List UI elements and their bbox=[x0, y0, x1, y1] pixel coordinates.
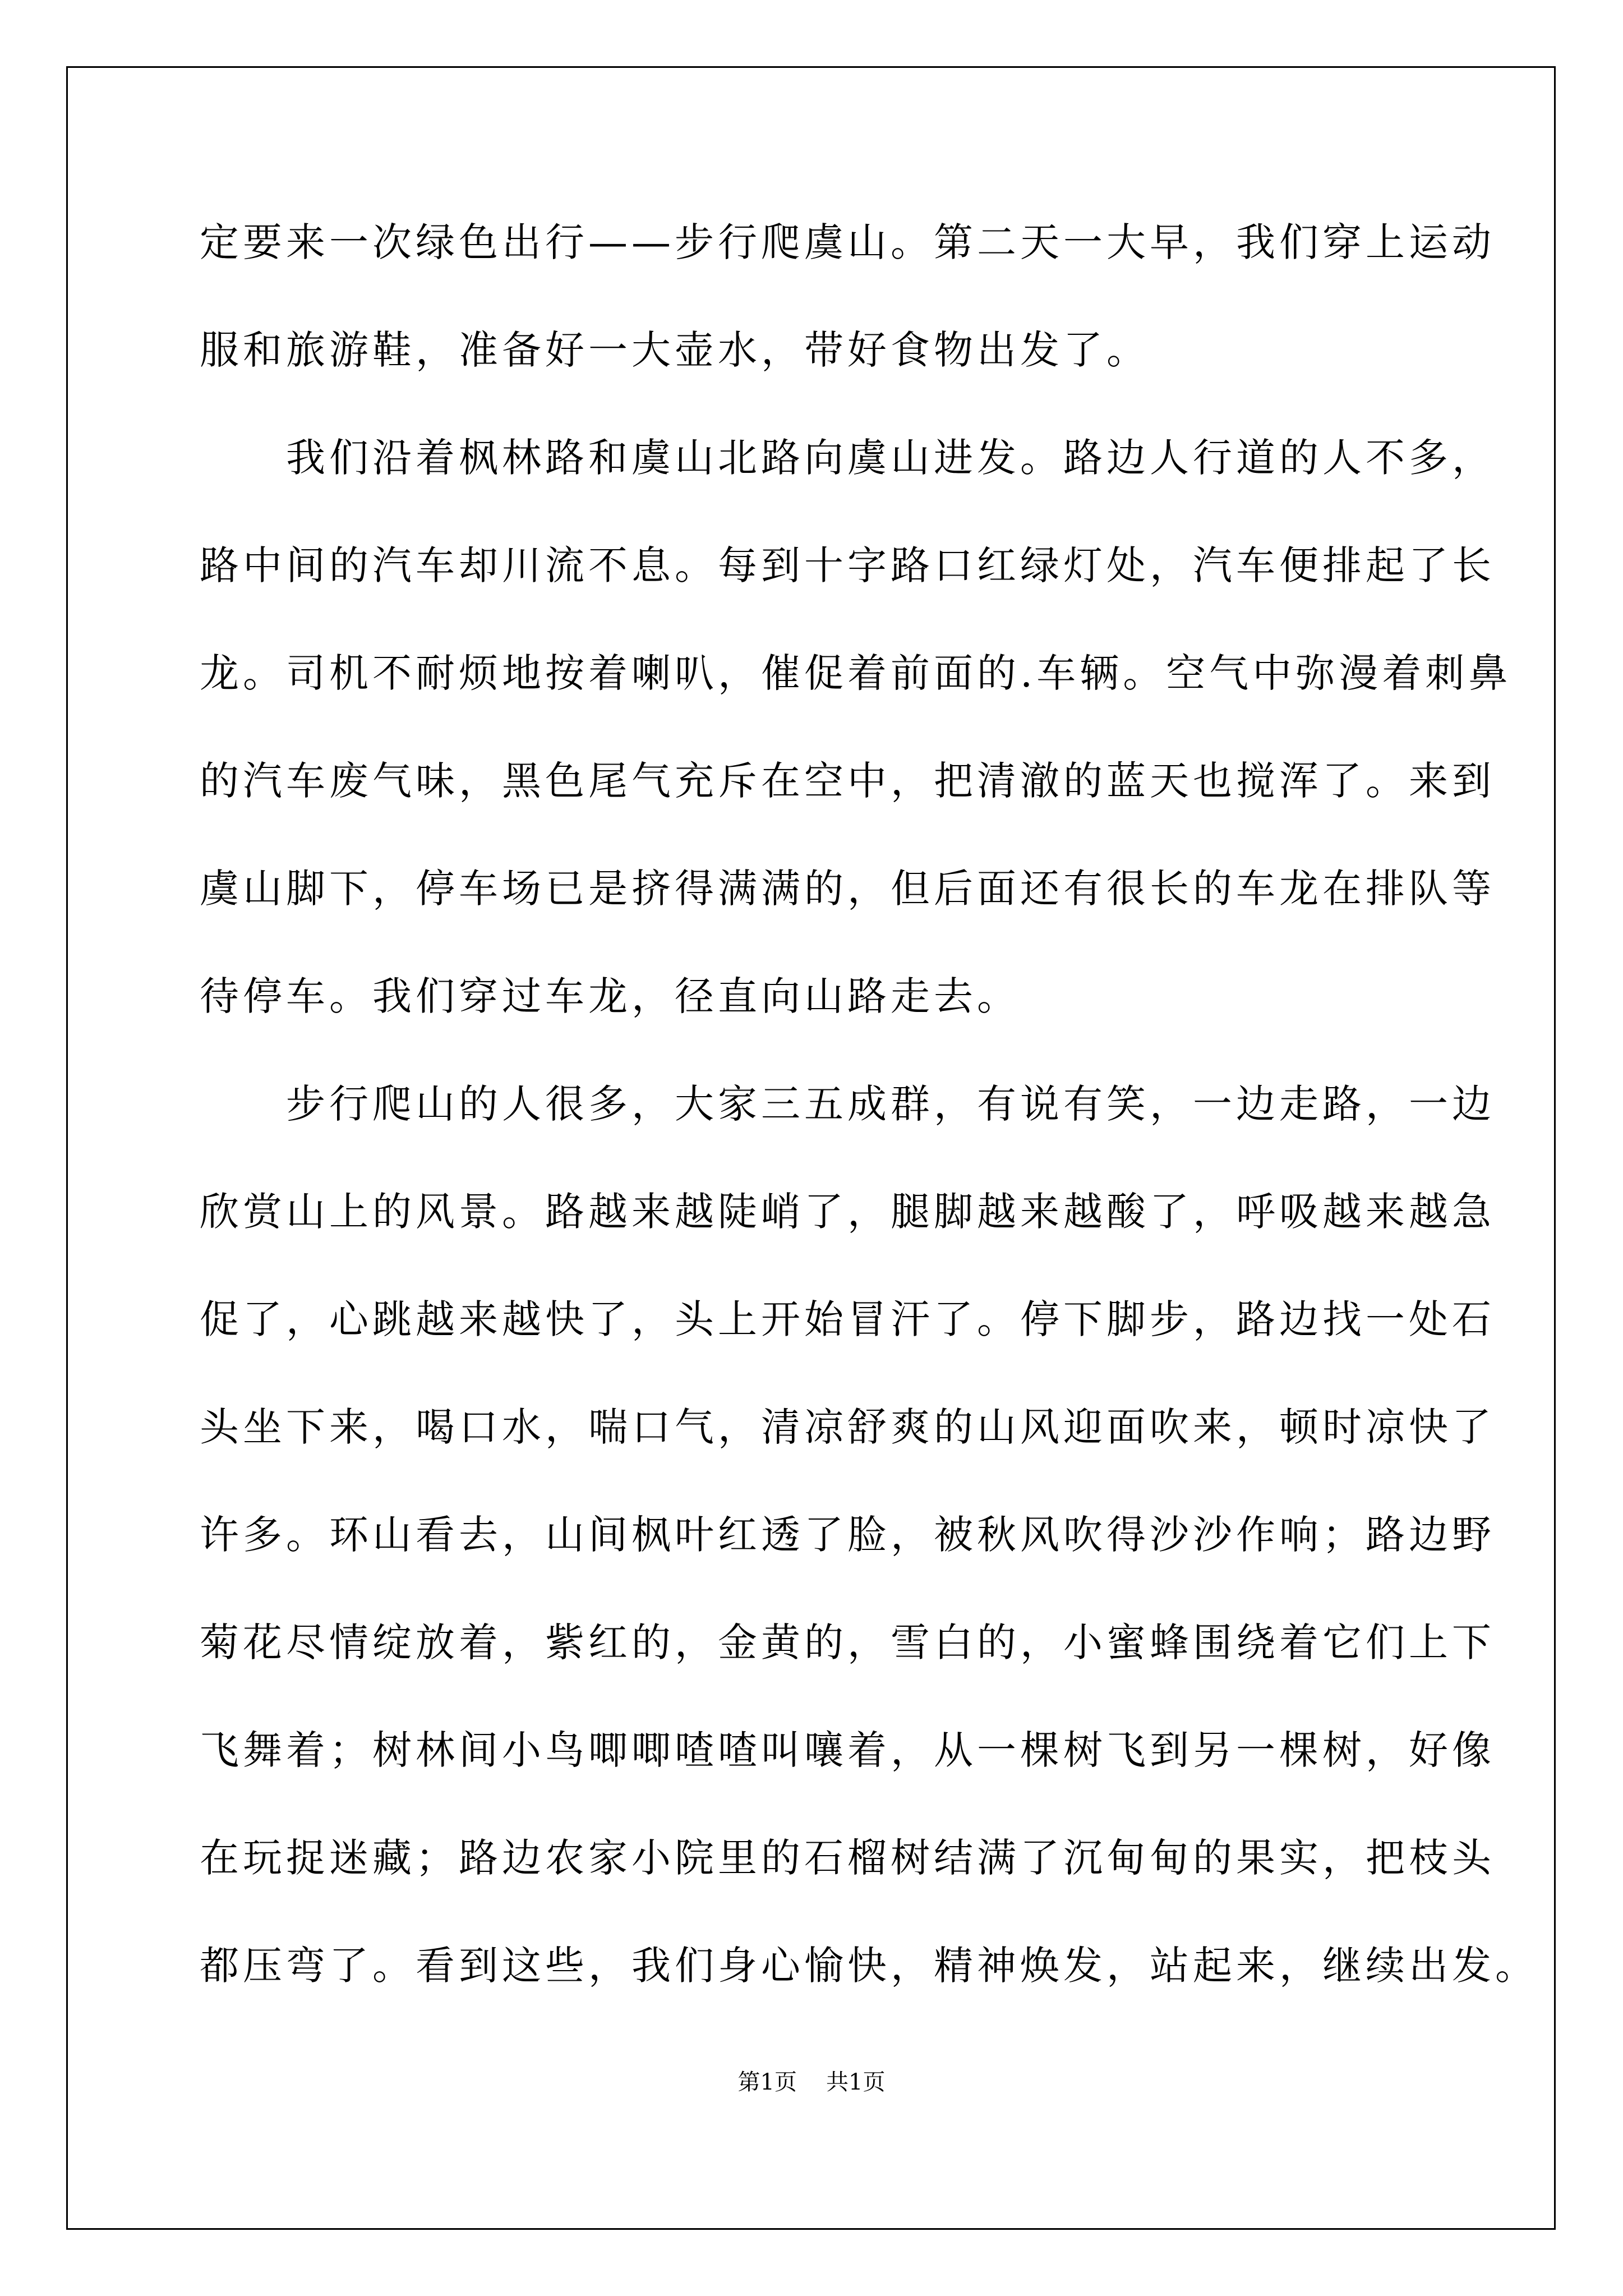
text-line: 定要来一次绿色出行——步行爬虞山。第二天一大早，我们穿上运动 bbox=[200, 219, 1495, 265]
text-line: 菊花尽情绽放着，紫红的，金黄的，雪白的，小蜜蜂围绕着它们上下 bbox=[200, 1619, 1495, 1665]
page-total: 共1页 bbox=[826, 2069, 886, 2095]
text-line: 我们沿着枫林路和虞山北路向虞山进发。路边人行道的人不多， bbox=[200, 435, 1495, 481]
text-line: 步行爬山的人很多，大家三五成群，有说有笑，一边走路，一边 bbox=[200, 1081, 1495, 1127]
page-border bbox=[66, 66, 1556, 2230]
text-line: 许多。环山看去，山间枫叶红透了脸，被秋风吹得沙沙作响；路边野 bbox=[200, 1512, 1495, 1558]
text-line: 头坐下来，喝口水，喘口气，清凉舒爽的山风迎面吹来，顿时凉快了 bbox=[200, 1404, 1495, 1450]
text-line: 飞舞着；树林间小鸟唧唧喳喳叫嚷着，从一棵树飞到另一棵树，好像 bbox=[200, 1727, 1495, 1773]
page-footer bbox=[0, 2065, 1623, 2099]
text-line: 服和旅游鞋，准备好一大壶水，带好食物出发了。 bbox=[200, 327, 1150, 373]
text-line: 虞山脚下，停车场已是挤得满满的，但后面还有很长的车龙在排队等 bbox=[200, 866, 1495, 912]
text-line: 龙。司机不耐烦地按着喇叭，催促着前面的.车辆。空气中弥漫着刺鼻 bbox=[200, 650, 1512, 696]
text-line: 的汽车废气味，黑色尾气充斥在空中，把清澈的蓝天也搅浑了。来到 bbox=[200, 758, 1495, 804]
text-line: 在玩捉迷藏；路边农家小院里的石榴树结满了沉甸甸的果实，把枝头 bbox=[200, 1835, 1495, 1881]
text-line: 都压弯了。看到这些，我们身心愉快，精神焕发，站起来，继续出发。 bbox=[200, 1943, 1538, 1989]
text-line: 欣赏山上的风景。路越来越陡峭了，腿脚越来越酸了，呼吸越来越急 bbox=[200, 1189, 1495, 1235]
text-line: 路中间的汽车却川流不息。每到十字路口红绿灯处，汽车便排起了长 bbox=[200, 542, 1495, 588]
text-line: 待停车。我们穿过车龙，径直向山路走去。 bbox=[200, 973, 1020, 1019]
text-line: 促了，心跳越来越快了，头上开始冒汗了。停下脚步，路边找一处石 bbox=[200, 1296, 1495, 1342]
page-number: 第1页 bbox=[737, 2069, 797, 2095]
